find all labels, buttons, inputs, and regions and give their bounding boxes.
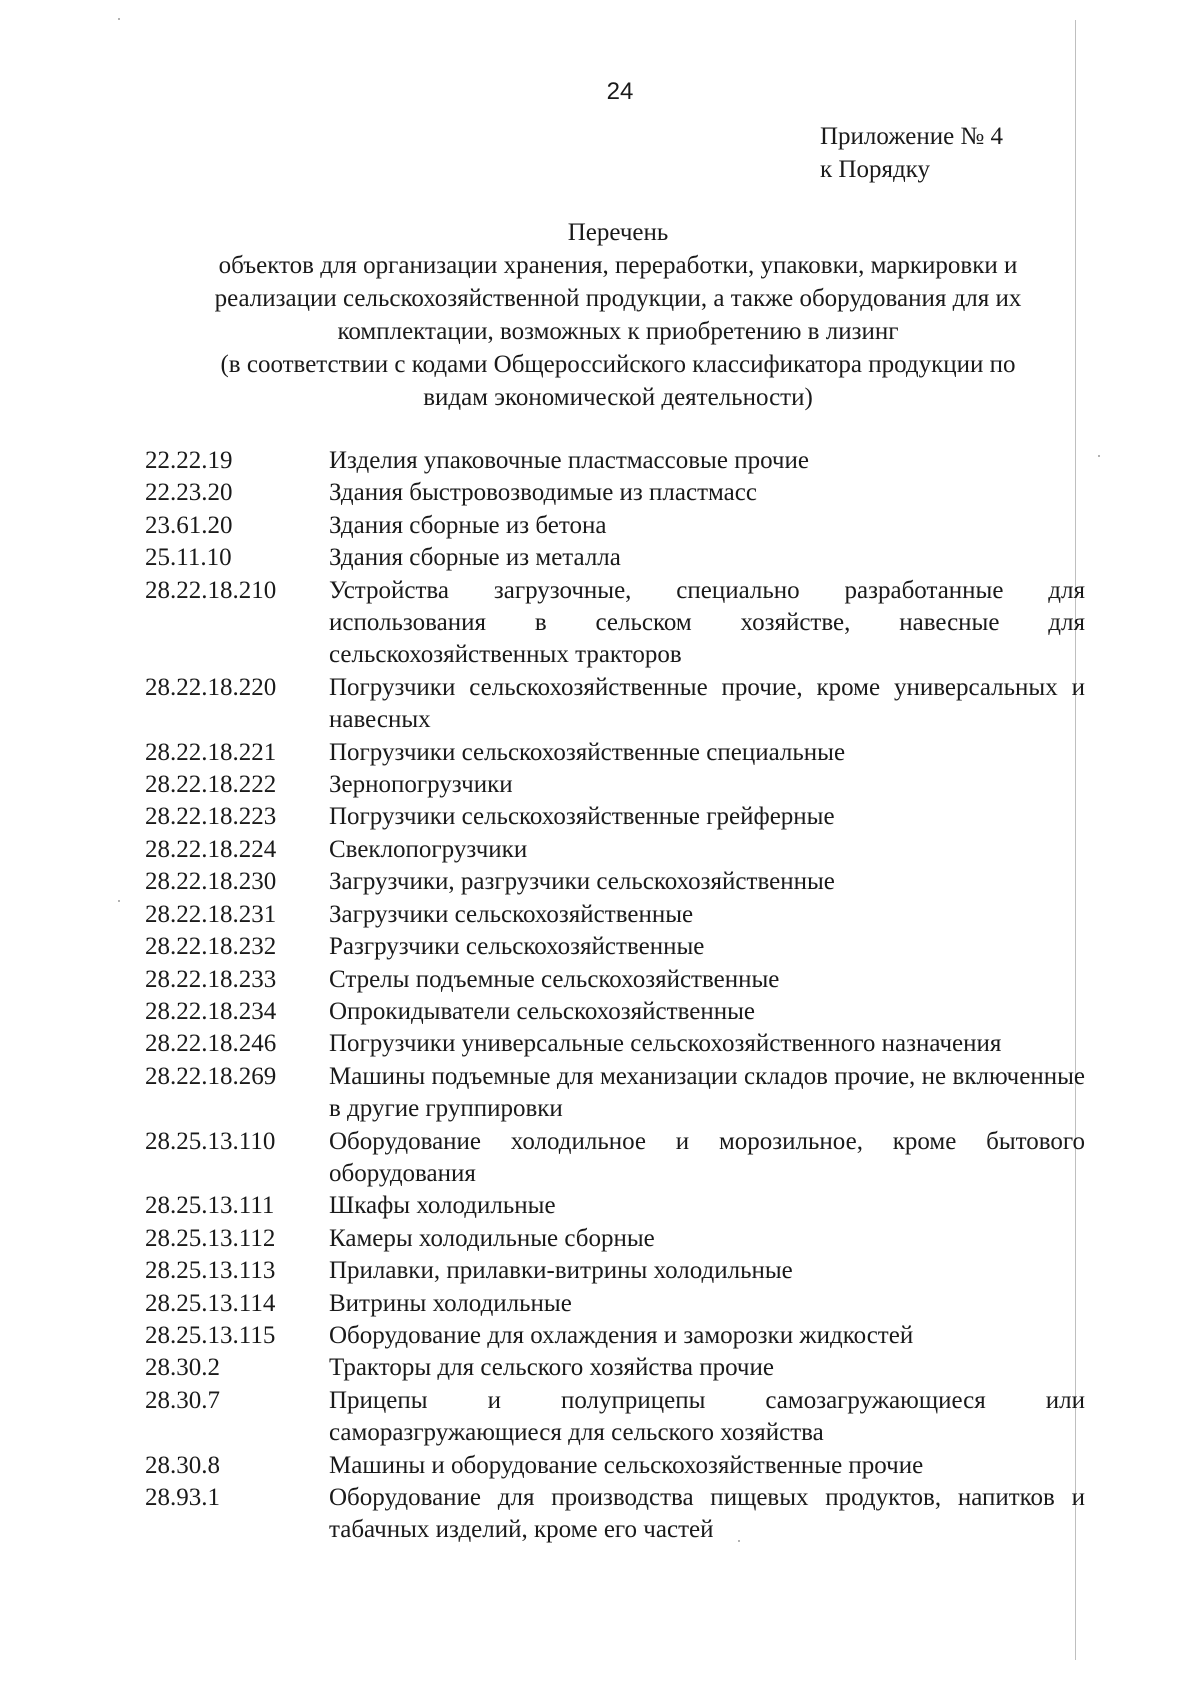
item-description: Погрузчики сельскохозяйственные прочие, кроме универсальных и навесных xyxy=(329,673,1085,734)
list-item xyxy=(145,964,1085,996)
list-item xyxy=(145,1352,1085,1384)
document-title xyxy=(150,216,1086,414)
item-code: 28.22.18.232 xyxy=(145,933,277,961)
item-description: Устройства загрузочные, специально разработанные для использования в сельском хозяйстве, навесные для сельскохозяйственных тракторов xyxy=(329,576,1085,669)
list-item xyxy=(145,1482,1085,1547)
item-description: Здания сборные из бетона xyxy=(329,511,607,539)
item-description: Зернопогрузчики xyxy=(329,771,513,799)
item-description: Оборудование для охлаждения и заморозки жидкостей xyxy=(329,1321,914,1349)
item-code: 28.22.18.234 xyxy=(145,997,277,1025)
list-item xyxy=(145,996,1085,1028)
item-code: 28.25.13.115 xyxy=(145,1321,276,1349)
item-code: 28.22.18.269 xyxy=(145,1062,277,1090)
item-description: Витрины холодильные xyxy=(329,1289,572,1317)
item-code: 28.22.18.224 xyxy=(145,835,277,863)
item-code: 28.93.1 xyxy=(145,1484,220,1511)
list-item xyxy=(145,866,1085,898)
appendix-title: Приложение № 4 xyxy=(820,123,1004,150)
classifier-list xyxy=(145,445,1085,1547)
list-item xyxy=(145,1190,1085,1222)
item-code: 28.22.18.210 xyxy=(145,576,277,604)
item-code: 25.11.10 xyxy=(145,544,232,572)
list-item xyxy=(145,769,1085,801)
list-item xyxy=(145,445,1085,477)
list-item xyxy=(145,931,1085,963)
list-item xyxy=(145,477,1085,509)
item-description: Прицепы и полуприцепы самозагружающиеся или саморазгружающиеся для сельского хозяйства xyxy=(329,1386,1085,1447)
list-item xyxy=(145,1223,1085,1255)
list-item xyxy=(145,801,1085,833)
item-description: Свеклопогрузчики xyxy=(329,835,528,863)
list-item xyxy=(145,1288,1085,1320)
item-code: 28.22.18.230 xyxy=(145,868,277,896)
item-description: Погрузчики универсальные сельскохозяйственного назначения xyxy=(329,1030,1002,1058)
item-description: Загрузчики сельскохозяйственные xyxy=(329,900,694,928)
item-code: 28.22.18.231 xyxy=(145,900,277,928)
item-code: 22.23.20 xyxy=(145,479,233,507)
item-description: Тракторы для сельского хозяйства прочие xyxy=(329,1354,774,1382)
list-item xyxy=(145,1255,1085,1287)
item-code: 28.22.18.246 xyxy=(145,1030,277,1058)
item-code: 28.30.2 xyxy=(145,1354,220,1382)
title-line: (в соответствии с кодами Общероссийского классификатора продукции по xyxy=(220,351,1016,378)
item-code: 28.22.18.221 xyxy=(145,738,277,766)
item-code: 23.61.20 xyxy=(145,511,233,539)
appendix-reference: к Порядку xyxy=(820,156,930,183)
list-item xyxy=(145,1126,1085,1191)
item-description: Машины и оборудование сельскохозяйственные прочие xyxy=(329,1451,924,1479)
item-code: 28.25.13.111 xyxy=(145,1192,275,1220)
item-code: 28.22.18.222 xyxy=(145,771,277,799)
list-item xyxy=(145,1028,1085,1060)
title-heading: Перечень xyxy=(567,219,669,246)
item-code: 28.30.8 xyxy=(145,1451,220,1479)
appendix-note xyxy=(820,120,1003,186)
item-code: 22.22.19 xyxy=(145,447,233,474)
item-code: 28.25.13.112 xyxy=(145,1224,276,1252)
item-description: Шкафы холодильные xyxy=(329,1192,556,1220)
list-item xyxy=(145,1061,1085,1126)
title-line: комплектации, возможных к приобретению в лизинг xyxy=(337,318,899,345)
title-line: реализации сельскохозяйственной продукции, а также оборудования для их xyxy=(214,285,1022,312)
item-description: Стрелы подъемные сельскохозяйственные xyxy=(329,965,780,993)
item-code: 28.22.18.223 xyxy=(145,803,277,831)
list-item xyxy=(145,1385,1085,1450)
list-item xyxy=(145,542,1085,574)
item-description: Погрузчики сельскохозяйственные грейферные xyxy=(329,803,835,831)
list-item xyxy=(145,510,1085,542)
item-description: Загрузчики, разгрузчики сельскохозяйственные xyxy=(329,868,835,896)
scan-speck xyxy=(118,18,120,20)
item-description: Здания быстровозводимые из пластмасс xyxy=(329,479,757,507)
list-item xyxy=(145,575,1085,672)
list-item xyxy=(145,834,1085,866)
list-item xyxy=(145,899,1085,931)
scan-speck xyxy=(118,900,120,902)
item-description: Разгрузчики сельскохозяйственные xyxy=(329,933,705,961)
item-code: 28.22.18.220 xyxy=(145,673,277,701)
item-description: Опрокидыватели сельскохозяйственные xyxy=(329,997,755,1025)
item-description: Здания сборные из металла xyxy=(329,544,621,572)
list-item xyxy=(145,1450,1085,1482)
item-description: Погрузчики сельскохозяйственные специальные xyxy=(329,738,846,766)
scan-speck xyxy=(1098,455,1100,457)
item-code: 28.22.18.233 xyxy=(145,965,277,993)
page-number: 24 xyxy=(606,78,634,105)
list-item xyxy=(145,737,1085,769)
item-code: 28.25.13.114 xyxy=(145,1289,276,1317)
item-description: Оборудование для производства пищевых продуктов, напитков и табачных изделий, кроме его частей xyxy=(329,1484,1085,1544)
title-line: видам экономической деятельности) xyxy=(423,384,813,411)
item-code: 28.25.13.110 xyxy=(145,1127,276,1155)
list-item xyxy=(145,672,1085,737)
title-line: объектов для организации хранения, переработки, упаковки, маркировки и xyxy=(218,252,1018,279)
item-code: 28.25.13.113 xyxy=(145,1257,276,1285)
item-description: Изделия упаковочные пластмассовые прочие xyxy=(329,447,809,474)
list-item xyxy=(145,1320,1085,1352)
item-description: Прилавки, прилавки-витрины холодильные xyxy=(329,1257,793,1285)
item-description: Камеры холодильные сборные xyxy=(329,1224,655,1252)
item-description: Машины подъемные для механизации складов прочие, не включенные в другие группировки xyxy=(329,1062,1085,1123)
item-description: Оборудование холодильное и морозильное, кроме бытового оборудования xyxy=(329,1127,1085,1187)
item-code: 28.30.7 xyxy=(145,1386,220,1414)
